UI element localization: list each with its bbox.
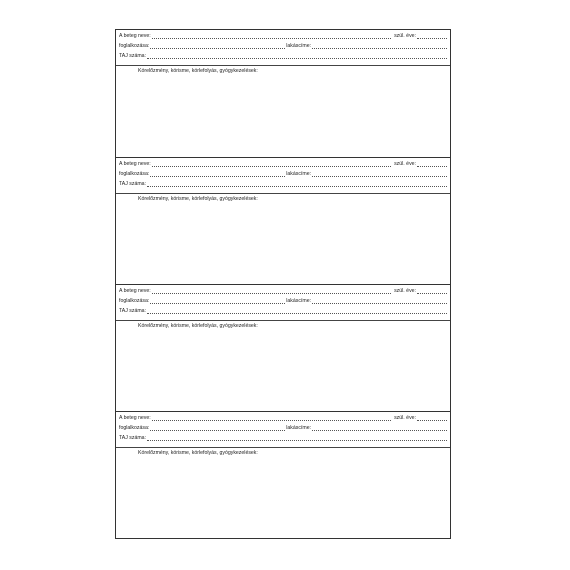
taj-row — [119, 307, 447, 316]
patient-name-field[interactable] — [152, 419, 391, 421]
taj-field[interactable] — [147, 57, 447, 59]
medical-history-label: Kórelőzmény, kórisme, kórlefolyás, gyógykezelések: — [138, 68, 258, 74]
occupation-label: foglalkozása: — [119, 298, 150, 304]
taj-row — [119, 434, 447, 443]
taj-field[interactable] — [147, 185, 447, 187]
occupation-field[interactable] — [150, 429, 285, 431]
birth-year-field[interactable] — [417, 165, 447, 167]
taj-label: TAJ száma: — [119, 181, 146, 187]
divider-line — [116, 447, 450, 448]
divider-line — [116, 193, 450, 194]
address-label: lakáscíme: — [286, 425, 312, 431]
address-label: lakáscíme: — [286, 298, 312, 304]
patient-name-field[interactable] — [152, 37, 391, 39]
address-label: lakáscíme: — [286, 43, 312, 49]
occupation-label: foglalkozása: — [119, 171, 150, 177]
patient-name-field[interactable] — [152, 292, 391, 294]
birth-year-label: szül. éve: — [394, 33, 416, 39]
patient-name-label: A beteg neve: — [119, 415, 151, 421]
patient-name-label: A beteg neve: — [119, 288, 151, 294]
occupation-field[interactable] — [150, 302, 285, 304]
medical-history-label: Kórelőzmény, kórisme, kórlefolyás, gyógykezelések: — [138, 450, 258, 456]
patient-form-sheet — [115, 29, 451, 539]
patient-name-row — [119, 160, 447, 169]
address-field[interactable] — [312, 429, 447, 431]
taj-label: TAJ száma: — [119, 53, 146, 59]
taj-row — [119, 52, 447, 61]
occupation-row — [119, 42, 447, 51]
address-field[interactable] — [312, 47, 447, 49]
taj-label: TAJ száma: — [119, 435, 146, 441]
occupation-field[interactable] — [150, 175, 285, 177]
birth-year-field[interactable] — [417, 37, 447, 39]
patient-record-3 — [116, 284, 450, 411]
address-label: lakáscíme: — [286, 171, 312, 177]
patient-record-1 — [116, 30, 450, 157]
taj-field[interactable] — [147, 312, 447, 314]
patient-record-4 — [116, 411, 450, 538]
patient-record-2 — [116, 157, 450, 284]
address-field[interactable] — [312, 175, 447, 177]
birth-year-field[interactable] — [417, 292, 447, 294]
birth-year-field[interactable] — [417, 419, 447, 421]
address-field[interactable] — [312, 302, 447, 304]
occupation-row — [119, 170, 447, 179]
patient-name-row — [119, 287, 447, 296]
occupation-field[interactable] — [150, 47, 285, 49]
taj-row — [119, 180, 447, 189]
patient-name-label: A beteg neve: — [119, 33, 151, 39]
patient-name-label: A beteg neve: — [119, 161, 151, 167]
birth-year-label: szül. éve: — [394, 288, 416, 294]
occupation-row — [119, 297, 447, 306]
taj-field[interactable] — [147, 439, 447, 441]
taj-label: TAJ száma: — [119, 308, 146, 314]
birth-year-label: szül. éve: — [394, 161, 416, 167]
occupation-label: foglalkozása: — [119, 43, 150, 49]
occupation-row — [119, 424, 447, 433]
birth-year-label: szül. éve: — [394, 415, 416, 421]
medical-history-label: Kórelőzmény, kórisme, kórlefolyás, gyógykezelések: — [138, 196, 258, 202]
divider-line — [116, 65, 450, 66]
medical-history-label: Kórelőzmény, kórisme, kórlefolyás, gyógykezelések: — [138, 323, 258, 329]
patient-name-row — [119, 414, 447, 423]
patient-name-field[interactable] — [152, 165, 391, 167]
patient-name-row — [119, 32, 447, 41]
occupation-label: foglalkozása: — [119, 425, 150, 431]
divider-line — [116, 320, 450, 321]
